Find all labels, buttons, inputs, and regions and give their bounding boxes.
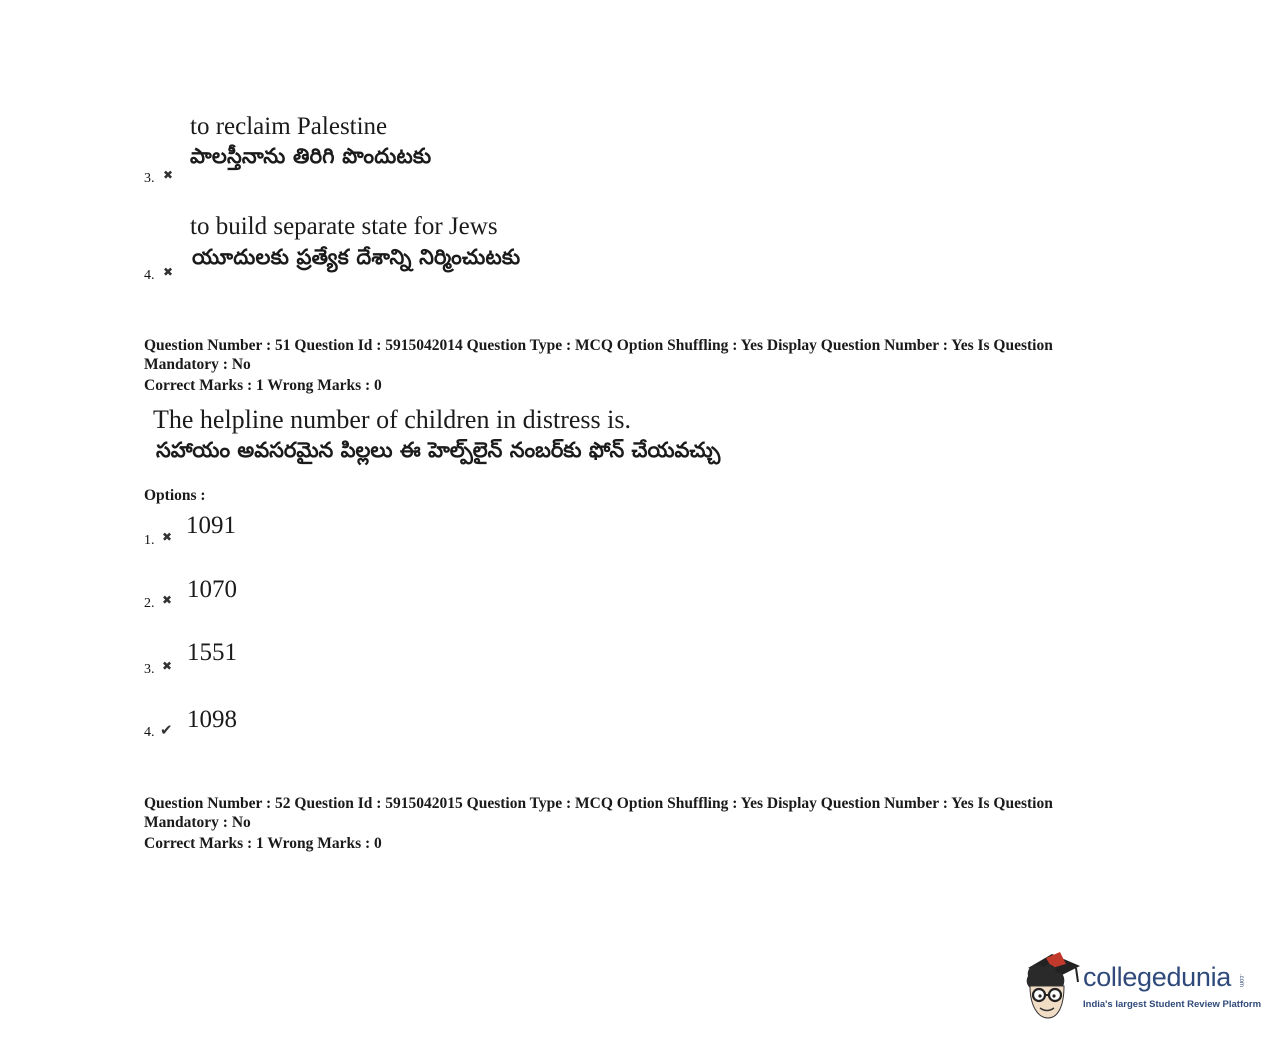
question-51-text-telugu: సహాయం అవసరమైన పిల్లలు ఈ హెల్ప్‌లైన్ నంబర్‌కు ఫోన్ చేయవచ్చు xyxy=(156,438,721,462)
option-4-number: 4. xyxy=(144,268,155,283)
wrong-mark-icon: ✖ xyxy=(162,593,173,607)
q51-option-4-value: 1098 xyxy=(187,706,237,733)
q51-option-2-value: 1070 xyxy=(187,576,237,603)
option-4-telugu: యూదులకు ప్రత్యేక దేశాన్ని నిర్మించుటకు xyxy=(192,245,521,269)
correct-check-icon: ✔ xyxy=(160,723,173,739)
question-meta-line1: Question Number : 52 Question Id : 5915042015 Question Type : MCQ Option Shuffling : Yes Display Question Number : Yes Is Question xyxy=(144,795,1053,812)
wrong-mark-icon: ✖ xyxy=(163,265,174,279)
question-51-marks: Correct Marks : 1 Wrong Marks : 0 xyxy=(144,377,382,394)
question-meta-line2: Mandatory : No xyxy=(144,814,251,831)
q51-option-1-value: 1091 xyxy=(186,512,236,539)
wrong-mark-icon: ✖ xyxy=(162,659,173,673)
wrong-mark-icon: ✖ xyxy=(162,530,173,544)
question-meta-line2: Mandatory : No xyxy=(144,356,251,373)
q51-option-3-value: 1551 xyxy=(187,639,237,666)
q51-option-2-number: 2. xyxy=(144,596,155,611)
option-3-number: 3. xyxy=(144,171,155,186)
option-4-english: to build separate state for Jews xyxy=(190,213,498,240)
logo-domain-suffix: .com xyxy=(1238,974,1244,988)
q51-option-3-number: 3. xyxy=(144,662,155,677)
logo-tagline: India's largest Student Review Platform xyxy=(1083,999,1262,1010)
collegedunia-logo xyxy=(1022,948,1262,1026)
question-51-text-english: The helpline number of children in distress is. xyxy=(153,405,632,434)
option-3-telugu: పాలస్తీనాను తిరిగి పొందుటకు xyxy=(190,144,432,168)
question-51-meta xyxy=(144,336,1053,374)
q51-option-1-number: 1. xyxy=(144,533,155,548)
option-3-english: to reclaim Palestine xyxy=(190,113,388,140)
question-52-marks: Correct Marks : 1 Wrong Marks : 0 xyxy=(144,835,382,852)
q51-option-4-number: 4. xyxy=(144,725,155,740)
question-meta-line1: Question Number : 51 Question Id : 5915042014 Question Type : MCQ Option Shuffling : Yes Display Question Number : Yes Is Question xyxy=(144,337,1053,354)
mascot-icon xyxy=(1022,948,1084,1024)
logo-wordmark: collegedunia xyxy=(1083,962,1232,992)
wrong-mark-icon: ✖ xyxy=(163,168,174,182)
question-52-meta xyxy=(144,794,1053,832)
options-label: Options : xyxy=(144,487,206,504)
